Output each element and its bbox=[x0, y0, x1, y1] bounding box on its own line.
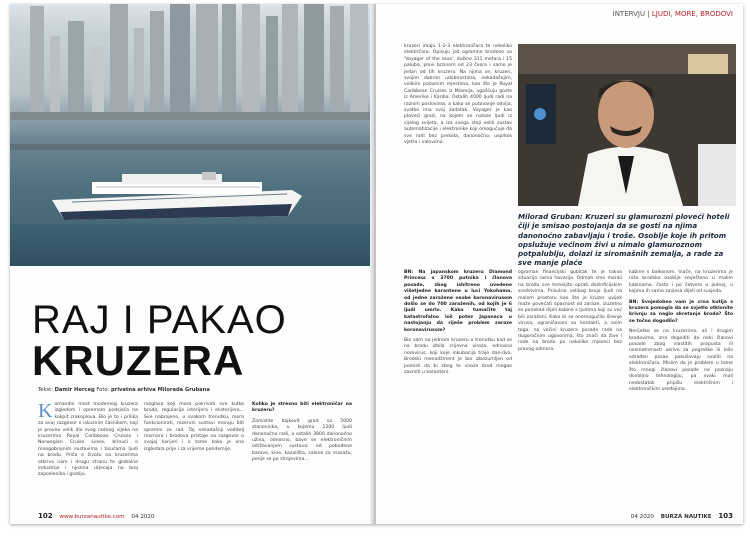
credit-photo-source: privatna arhiva Milorada Grubana bbox=[110, 387, 210, 393]
column-text: Zamislite bajkovit grad sa 5000 stanovnika, u kojemu 1200 ljudi danonoćno radi, a ostalih 3800 danonoćno uživa, odnosno, bave se elektroničnim održavanjem sustava: od pobuđene barove, kine, kazališta, salone za masažu, penje se po strojevima... bbox=[252, 418, 352, 463]
column-text: kabine s balkonom. Inače, na kruzerima je niže brodsko osoblje smješteno u malim kabinama, često i po četvero u jednoj, u kojima ih samo zavjesa dijeli od susjeda. bbox=[629, 270, 733, 295]
officer-illustration bbox=[518, 44, 736, 206]
section-prefix: INTERVJU | bbox=[612, 10, 650, 18]
section-accent: LJUDI, MORE, BRODOVI bbox=[651, 10, 733, 18]
footer-right bbox=[631, 512, 733, 520]
credit-text-label: Tekst: bbox=[38, 387, 53, 393]
pull-quote: Milorad Gruban: Kruzeri su glamurozni ploveći hoteli čiji je smisao postojanja da se gosti na njima danonoćno zabavljaju i troše. Osoblje koje ih pritom opslužuje većinom živi u nimalo glamuroznom potpalublju, dolazi iz siromašnih zemalja, a rade za sve manje plaće bbox=[518, 212, 730, 268]
column-text: Nerijetko se na kruzerima, ali i drugim brodovima, zna dogoditi da neki članovi posade zbog vlastitih propusta ili nesmotrenosti okrive za pogreške ili loše odrađen posao pokušavaju svaliti na elektroničara. Mislim da je problem u tome što mnogi članovi posade ne poznaju dovoljno tehnologiju, pa svaki mali nedostatak pripišu električnim i elektroničkim uređajima. bbox=[629, 329, 733, 392]
column-right-1 bbox=[404, 44, 512, 147]
interview-question: BN: Na japanskom kruzeru Diamond Princess s 3700 putnika i članova posade, zbog ishitreno uvedene višetjedne karantene u luci Yokohama, od jedne zaražene osobe koronavirusom došlo se do 700 zaraženih, od kojih je 6 ljudi umrlo. Kako tumačite taj katastrofalno loš potez Japanaca u nastojanju da riješe problem zaraze koronavirusom? bbox=[404, 270, 512, 333]
footer-left bbox=[38, 512, 155, 520]
footer-issue: 04 2020 bbox=[131, 514, 155, 520]
credit-author: Damir Herceg bbox=[54, 387, 95, 393]
page-number-right: 103 bbox=[718, 512, 733, 520]
article-title-line1: RAJ I PAKAO bbox=[32, 298, 287, 342]
column-left-2 bbox=[144, 402, 244, 453]
column-text: omandni most modernog kruzera izgledom i opremom podsjeća na kokpit zrakoplova. Bio je to i prilika za ovaj razgovor s iskusnim časnikom, koji je proveo velik dio svog radnog vijeka na kruzerima Royal Caribbean Cruises i Norwegian Cruise Linea, brinući o mnogobrojnim sustavima i tisućama ljudi na brodu. Priča o životu na kruzerima otkriva nam i drugu stranu te globalne industrije i njezina utjecaja na broj zaposlenika i gostiju. bbox=[38, 402, 138, 478]
page-number-left: 102 bbox=[38, 512, 53, 520]
column-text: ogroman financijski gubitak te je takva situacija rasna havarija. Odmah smo morali na brodu sve temeljito oprati dezinficijskim sredstvima. Prisutno velikog broja ljudi na malom prostoru kao što je kruzer uvijek može povećati opasnost od zaraze, izuzetno se ponekad dijeli kabine s ljudima koji su već bili zaraženi. Kako bi se onemogućilo širenje virusa, ograničavani su kontakti, a osim toga, na većini kruzera posade rade na dugoročnim ugovorima, što znači da žive i rade na brodu po nekoliko mjeseci bez pravog odmora. bbox=[518, 270, 622, 352]
left-page bbox=[10, 4, 373, 524]
column-right-3 bbox=[518, 270, 622, 353]
article-title-line2: KRUZERA bbox=[32, 337, 245, 384]
column-right-2 bbox=[404, 270, 512, 377]
column-text: Bio sam na jednom kruzeru u trenutku kad se na brodu izbila crijevna viroza, odnosno norovirus, koji koje inkubacija traje dan-dva. Brodski menadžment je bio izbezumljen od pomisli da bi zbog te viroze brod mogao zavrsiti u karanteni. bbox=[404, 338, 512, 376]
column-text: razglasa koji mora pokrivati sve kutke broda, regulacije interijera i eksterijera... Sve nabrojeno, u svakom trenutku, mora funkcionirati, rezervni sustavi moraju biti spremni za rad. Taj nekadašnji voditelj mornara i brodova pristaje na razgovor o svojoj karijeri i o tome kako je ona izgledala prije i za vrijeme pandemije. bbox=[144, 402, 244, 452]
column-right-4 bbox=[629, 270, 733, 393]
footer-issue: 04 2020 bbox=[630, 514, 654, 520]
interview-question: BN: Svojedobno vam je crna kutija s kruzera pomogla da se svjetlo otklonite krivnju za naglo skretanje broda? Što se točno dogodilo? bbox=[629, 299, 733, 324]
cruise-ship-illustration bbox=[52, 172, 302, 222]
officer-portrait-photo bbox=[518, 44, 736, 206]
column-text: kruzeri imaju 1-2-3 elektroničara te nekoliko električara. Opisuju još ogromne brodove sa 'Voyager of the seas', dužine 311 metara i 15 paluba, plovi brzinom od 23 čvora i samo je jedan od tih kruzera. Na njima se, kruzeri, svojim dobrim udobnostima, nekadašnjim, velikim polaznim mjestima, kao što je Royal Caribbean Cruises iz Miamija, ugošćuju goste iz Amerike i Kariba. Ostalih 4000 ljudi radi na raznim poslovima, a kako se putovanje odvija, svatko ima svoj zadatak. Voyager je kao ploveći grad, na kojem se nalaze ljudi iz cijelog svijeta, a iza svega stoji velik sustav automatizacije i elektronike koji omogućuje da sve radi bez prekida, danonoćno, usprkos vjetru i valovima. bbox=[404, 44, 512, 146]
article-credit bbox=[38, 387, 210, 393]
column-left-3 bbox=[252, 402, 352, 464]
interview-question: Koliko je stresno biti elektroničar na kruzeru? bbox=[252, 402, 352, 414]
section-header bbox=[613, 10, 733, 18]
magazine-spread bbox=[10, 4, 743, 524]
footer-site: www.burzanautike.com bbox=[59, 514, 125, 520]
drop-cap: K bbox=[38, 400, 53, 422]
footer-magazine: BURZA NAUTIKE bbox=[660, 514, 712, 520]
right-page bbox=[376, 4, 743, 524]
column-left-1 bbox=[38, 402, 138, 479]
miami-cruise-ship-photo bbox=[10, 4, 386, 266]
credit-photo-label: Foto: bbox=[96, 387, 110, 393]
